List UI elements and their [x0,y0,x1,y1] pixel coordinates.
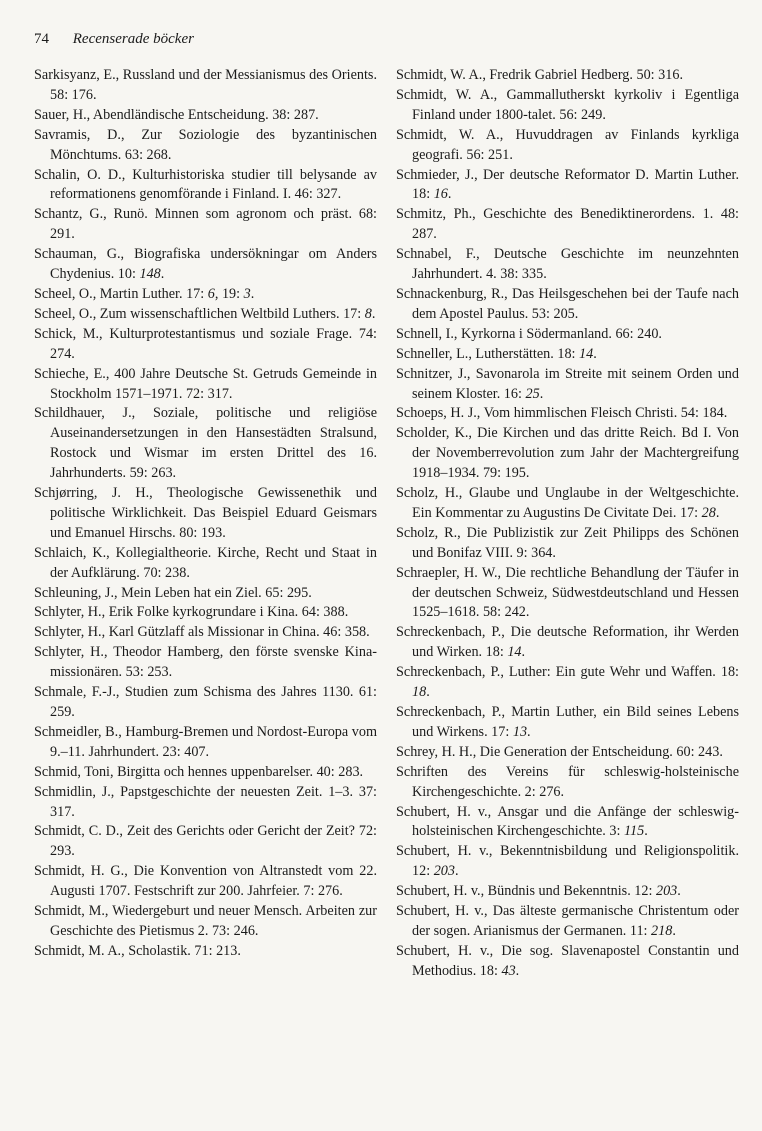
entry-text: Scheel, O., Martin Luther. 17: [34,285,208,302]
index-entry [396,166,739,206]
entry-text: . [454,863,459,880]
index-entry [34,285,377,305]
index-entry [34,942,377,962]
entry-text: Schalin, O. D., Kulturhistoriska studier till belysande av reformationens genomförande i Finland. I. 46: 327. [34,166,377,203]
entry-text: Schreckenbach, P., Luther: Ein gute Wehr und Waffen. 18: [396,664,739,681]
entry-text: Schmidt, W. A., Gammallutherskt kyrkoliv i Egentliga Finland under 1800-talet. 56: 249. [396,86,739,123]
index-entry [34,365,377,405]
entry-text: . [515,962,520,979]
entry-text: Schnackenburg, R., Das Heilsgeschehen bei der Taufe nach dem Apostel Paulus. 53: 205. [396,285,739,322]
index-entry [34,763,377,783]
index-entry [34,305,377,325]
entry-reference-italic: 13 [512,723,528,740]
page-number: 74 [34,31,49,47]
entry-text: Schmidlin, J., Papstgeschichte der neuesten Zeit. 1–3. 37: 317. [34,783,377,820]
entry-text: . [539,385,544,402]
entry-text: Schmidt, M. A., Scholastik. 71: 213. [34,942,241,959]
entry-reference-italic: 25 [525,385,540,402]
entry-reference-italic: 6 [207,285,215,302]
entry-reference-italic: 218 [651,922,673,939]
entry-text: Scholz, H., Glaube und Unglaube in der Weltgeschichte. Ein Kommentar zu Augustins De Civitate Dei. 17: [396,485,739,521]
entry-text: Schubert, H. v., Die sog. Slavenapostel Constantin und Methodius. 18: [396,942,739,979]
entry-reference-italic: 115 [623,823,645,840]
entry-text: Schmidt, W. A., Fredrik Gabriel Hedberg. 50: 316. [396,67,684,83]
index-entry [34,205,377,245]
entry-text: Schriften des Vereins für schleswig-holsteinische Kirchengeschichte. 2: 276. [396,763,739,800]
entry-text: Schieche, E., 400 Jahre Deutsche St. Getruds Gemeinde in Stockholm 1571–1971. 72: 317. [34,365,377,402]
entry-text: Schnabel, F., Deutsche Geschichte im neunzehnten Jahrhundert. 4. 38: 335. [396,246,739,283]
entry-text: Scholder, K., Die Kirchen und das dritte Reich. Bd I. Von der Novemberrevolution zum Jahr der Machtergreifung 1918–1934. 79: 195. [396,425,739,482]
index-entry [396,842,739,882]
index-entry [34,325,377,365]
index-entry [34,245,377,285]
index-entry [396,285,739,325]
entry-text: . [715,504,720,521]
entry-text: Schmidt, C. D., Zeit des Gerichts oder Gericht der Zeit? 72: 293. [34,823,377,860]
entry-reference-italic: 203 [655,883,678,900]
page-header [34,31,194,48]
index-entry [396,365,739,405]
entry-text: Schmeidler, B., Hamburg-Bremen und Nordost-Europa vom 9.–11. Jahrhundert. 23: 407. [34,723,377,760]
entry-reference-italic: 148 [139,266,161,283]
entry-text: Schoeps, H. J., Vom himmlischen Fleisch Christi. 54: 184. [396,405,728,422]
index-entry [34,484,377,544]
index-entry [396,703,739,743]
index-entry [396,902,739,942]
index-entry [396,86,739,126]
entry-text: . [644,823,648,840]
index-entry [396,205,739,245]
entry-text: Schubert, H. v., Ansgar und die Anfänge der schleswig-holsteinischen Kirchengeschichte. 3: [396,803,739,840]
index-entry [396,803,739,843]
entry-text: Schlyter, H., Theodor Hamberg, den förste svenske Kina-missionären. 53: 253. [34,644,377,681]
entry-reference-italic: 3 [243,285,251,302]
index-entry [34,683,377,723]
index-entry [396,623,739,663]
entry-text: Schrey, H. H., Die Generation der Entscheidung. 60: 243. [396,743,723,760]
index-entry [396,66,739,86]
index-entry [34,404,377,484]
index-entry [34,862,377,902]
entry-text: Schreckenbach, P., Die deutsche Reformation, ihr Werden und Wirken. 18: [396,624,739,661]
entry-text: Schreckenbach, P., Martin Luther, ein Bild seines Lebens und Wirkens. 17: [396,704,739,740]
entry-text: . [521,644,526,661]
entry-reference-italic: 18 [412,684,427,701]
entry-text: Schnell, I., Kyrkorna i Södermanland. 66: 240. [396,325,662,342]
entry-text: Scheel, O., Zum wissenschaftlichen Weltbild Luthers. 17: [34,305,365,322]
entry-text: Sauer, H., Abendländische Entscheidung. 38: 287. [34,106,319,123]
index-entry [34,643,377,683]
index-entry [396,484,739,524]
index-entry [396,942,739,982]
index-entry [34,166,377,206]
index-entry [34,603,377,623]
entry-text: Schneller, L., Lutherstätten. 18: [396,345,580,362]
index-entry [34,584,377,604]
index-entry [396,564,739,624]
entry-text: Schlyter, H., Erik Folke kyrkogrundare i Kina. 64: 388. [34,604,349,621]
entry-text: Schauman, G., Biografiska undersökningar om Anders Chydenius. 10: [34,246,377,283]
entry-text: Schmidt, W. A., Huvuddragen av Finlands kyrkliga geografi. 56: 251. [396,126,739,163]
entry-text: Schubert, H. v., Bündnis und Bekenntnis. 12: [396,883,656,900]
left-column [34,66,377,962]
entry-text: . [250,285,255,302]
index-entry [34,822,377,862]
entry-text: Schmale, F.-J., Studien zum Schisma des Jahres 1130. 61: 259. [34,684,377,720]
entry-reference-italic: 28 [701,504,716,521]
index-entry [396,325,739,345]
index-entry [396,663,739,703]
entry-reference-italic: 16 [433,186,448,203]
entry-text: . [527,723,531,740]
entry-text: . [447,186,452,203]
entry-reference-italic: 8 [364,305,372,322]
entry-text: Schick, M., Kulturprotestantismus und soziale Frage. 74: 274. [34,325,377,362]
entry-text: Schleuning, J., Mein Leben hat ein Ziel. 65: 295. [34,584,312,601]
index-entry [34,544,377,584]
entry-text: Schjørring, J. H., Theologische Gewissenethik und politische Wirklichkeit. Das Beispiel Eduard Geismars und Emanuel Hirschs. 80: 193. [34,485,377,541]
entry-reference-italic: 14 [579,345,594,362]
entry-text: Schubert, H. v., Das älteste germanische Christentum oder der sogen. Arianismus der Germanen. 11: [396,903,739,939]
entry-text: Schnitzer, J., Savonarola im Streite mit seinem Orden und seinem Kloster. 16: [396,365,739,402]
index-entry [396,126,739,166]
index-entry [396,743,739,763]
entry-text: Schmid, Toni, Birgitta och hennes uppenbarelser. 40: 283. [34,763,364,780]
entry-text: . [371,305,376,322]
entry-text: . [677,883,681,900]
index-entry [34,106,377,126]
right-column [396,66,739,982]
entry-text: Schubert, H. v., Bekenntnisbildung und Religionspolitik. 12: [396,843,739,880]
index-entry [34,66,377,106]
index-entry [34,723,377,763]
index-entry [396,404,739,424]
entry-text: Schlyter, H., Karl Gützlaff als Missionar in China. 46: 358. [34,624,370,641]
entry-text: . [160,266,165,283]
index-entry [396,882,739,902]
index-entry [396,524,739,564]
entry-text: . [672,922,676,939]
entry-text: Schmidt, H. G., Die Konvention von Altranstedt vom 22. Augusti 1707. Festschrift zur 200. Jahrfeier. 7: 276. [34,863,377,900]
entry-text: Scholz, R., Die Publizistik zur Zeit Philipps des Schönen und Bonifaz VIII. 9: 364. [396,524,739,561]
index-entry [34,902,377,942]
entry-reference-italic: 203 [433,863,455,880]
entry-text: Savramis, D., Zur Soziologie des byzantinischen Mönchtums. 63: 268. [34,126,377,163]
entry-reference-italic: 14 [507,644,522,661]
entry-text: Schraepler, H. W., Die rechtliche Behandlung der Täufer in der deutschen Schweiz, Südwestdeutschland und Hessen 1525–1618. 58: 242. [396,564,739,621]
entry-text: Schmitz, Ph., Geschichte des Benediktinerordens. 1. 48: 287. [396,206,739,243]
entry-text: Sarkisyanz, E., Russland und der Messianismus des Orients. 58: 176. [34,67,377,103]
entry-text: Schildhauer, J., Soziale, politische und religiöse Auseinandersetzungen in den Hansestädten Stralsund, Rostock und Wismar im ersten Drittel des 16. Jahrhunderts. 59: 263. [34,405,377,482]
entry-text: Schmieder, J., Der deutsche Reformator D. Martin Luther. 18: [396,166,739,203]
entry-text: Schlaich, K., Kollegialtheorie. Kirche, Recht und Staat in der Aufklärung. 70: 238. [34,544,377,581]
entry-reference-italic: 43 [501,962,516,979]
index-entry [34,623,377,643]
index-entry [396,763,739,803]
running-title: Recenserade böcker [72,31,194,47]
entry-text: , 19: [214,285,244,302]
index-entry [396,424,739,484]
index-entry [396,345,739,365]
entry-text: Schantz, G., Runö. Minnen som agronom och präst. 68: 291. [34,206,377,243]
entry-text: . [426,684,430,701]
index-entry [34,126,377,166]
index-entry [396,245,739,285]
index-entry [34,783,377,823]
entry-text: . [593,345,597,362]
entry-text: Schmidt, M., Wiedergeburt und neuer Mensch. Arbeiten zur Geschichte des Pietismus 2. 73: 246. [34,903,377,939]
